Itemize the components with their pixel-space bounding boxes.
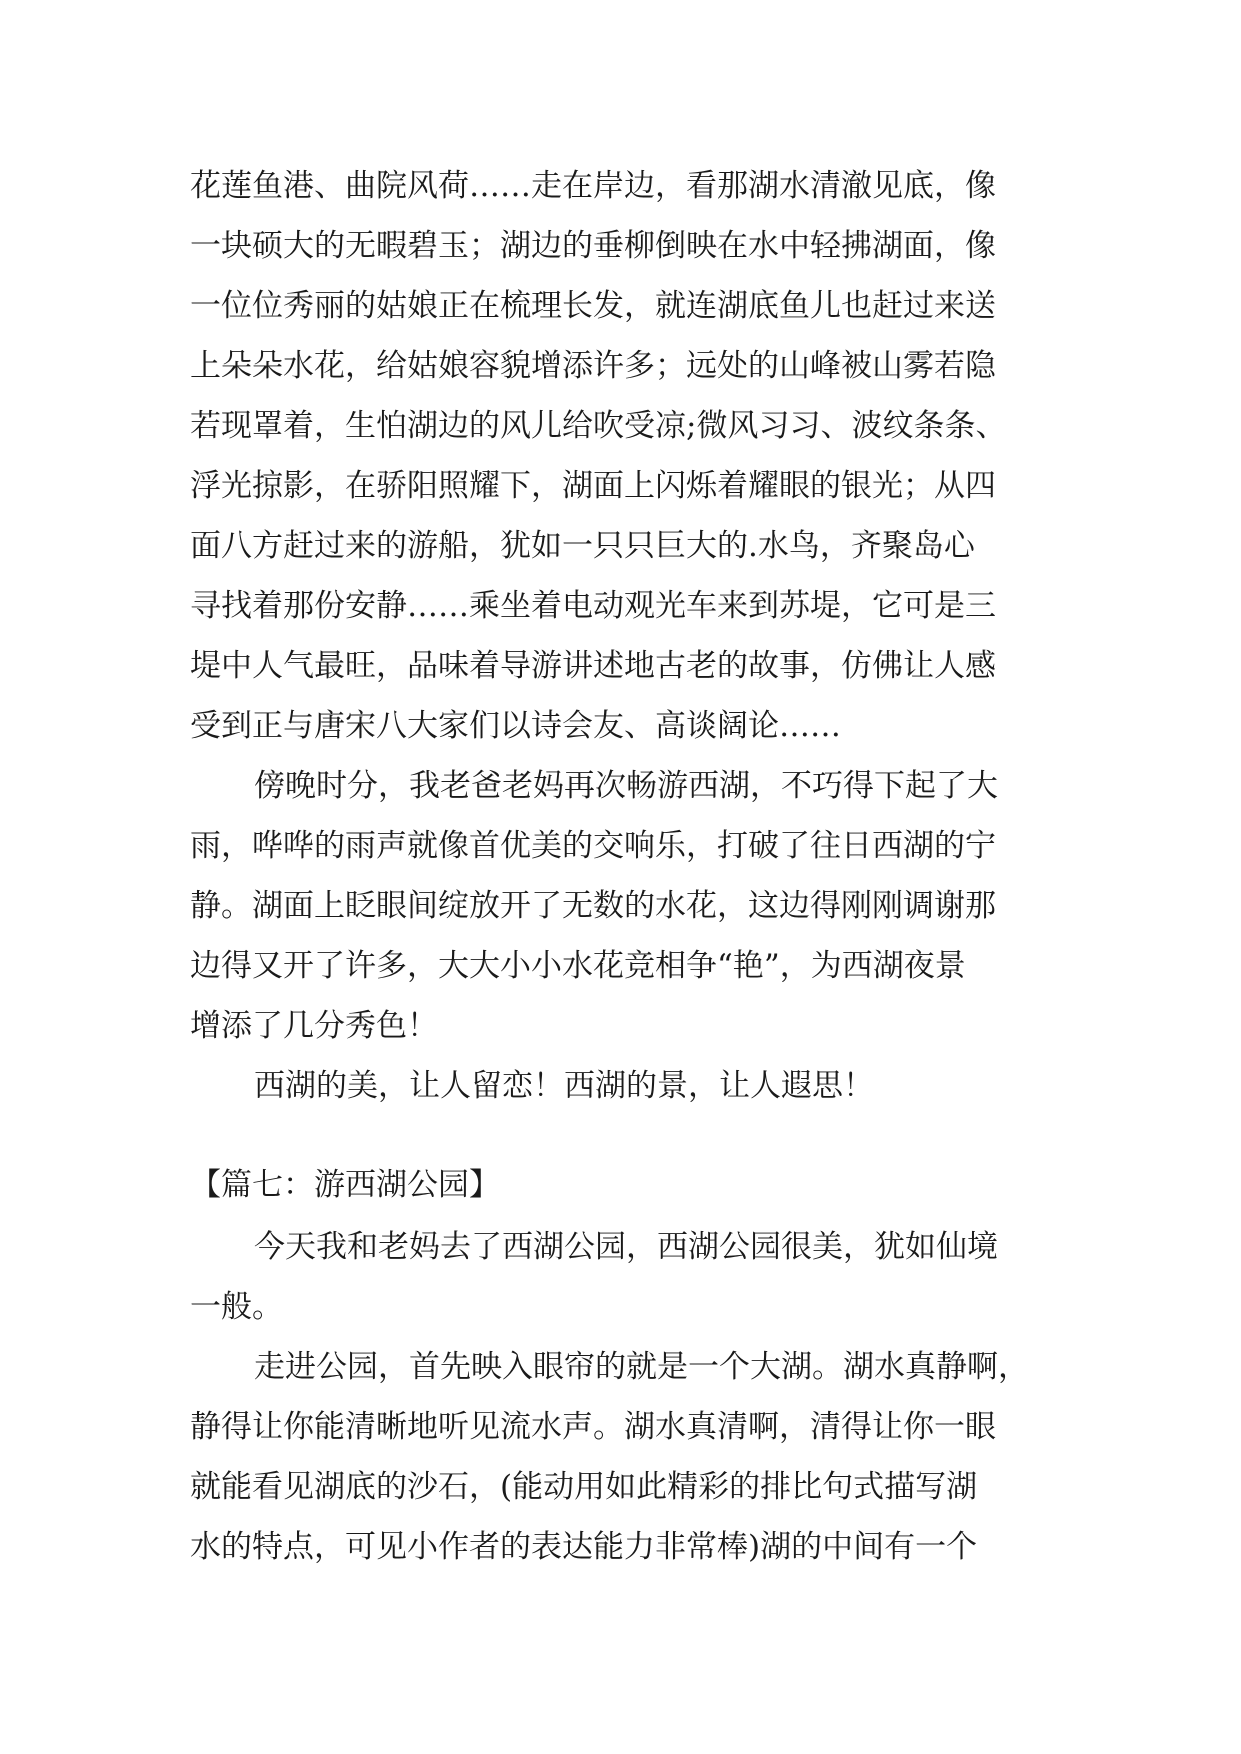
paragraph-first-line: 走进公园，首先映入眼帘的就是一个大湖。湖水真静啊， [254, 1349, 1029, 1385]
section-heading: 【篇七：游西湖公园】 [190, 1167, 500, 1203]
paragraph-first-line: 傍晚时分，我老爸老妈再次畅游西湖，不巧得下起了大 [254, 768, 998, 804]
body-text-line: 一块硕大的无暇碧玉；湖边的垂柳倒映在水中轻拂湖面，像 [190, 228, 996, 264]
body-text-line: 花莲鱼港、曲院风荷……走在岸边，看那湖水清澈见底，像 [190, 168, 996, 204]
body-text-line: 堤中人气最旺，品味着导游讲述地古老的故事，仿佛让人感 [190, 648, 996, 684]
body-text-line: 就能看见湖底的沙石，(能动用如此精彩的排比句式描写湖 [190, 1469, 978, 1505]
body-text-line: 增添了几分秀色！ [190, 1008, 438, 1044]
body-text-line: 一般。 [190, 1289, 283, 1325]
body-text-line: 浮光掠影，在骄阳照耀下，湖面上闪烁着耀眼的银光；从四 [190, 468, 996, 504]
body-text-line: 面八方赶过来的游船，犹如一只只巨大的.水鸟，齐聚岛心 [190, 528, 975, 564]
paragraph-first-line: 今天我和老妈去了西湖公园，西湖公园很美，犹如仙境 [254, 1229, 998, 1265]
body-text-line: 边得又开了许多，大大小小水花竞相争“艳”，为西湖夜景 [190, 948, 966, 984]
body-text-line: 若现罩着，生怕湖边的风儿给吹受凉;微风习习、波纹条条、 [190, 408, 1007, 444]
paragraph-first-line: 西湖的美，让人留恋！西湖的景，让人遐思！ [254, 1068, 874, 1104]
body-text-line: 静。湖面上眨眼间绽放开了无数的水花，这边得刚刚调谢那 [190, 888, 996, 924]
body-text-line: 寻找着那份安静……乘坐着电动观光车来到苏堤，它可是三 [190, 588, 996, 624]
body-text-line: 受到正与唐宋八大家们以诗会友、高谈阔论…… [190, 708, 841, 744]
body-text-line: 水的特点，可见小作者的表达能力非常棒)湖的中间有一个 [190, 1529, 978, 1565]
body-text-line: 雨，哗哗的雨声就像首优美的交响乐，打破了往日西湖的宁 [190, 828, 996, 864]
body-text-line: 上朵朵水花，给姑娘容貌增添许多；远处的山峰被山雾若隐 [190, 348, 996, 384]
body-text-line: 一位位秀丽的姑娘正在梳理长发，就连湖底鱼儿也赶过来送 [190, 288, 996, 324]
body-text-line: 静得让你能清晰地听见流水声。湖水真清啊，清得让你一眼 [190, 1409, 996, 1445]
